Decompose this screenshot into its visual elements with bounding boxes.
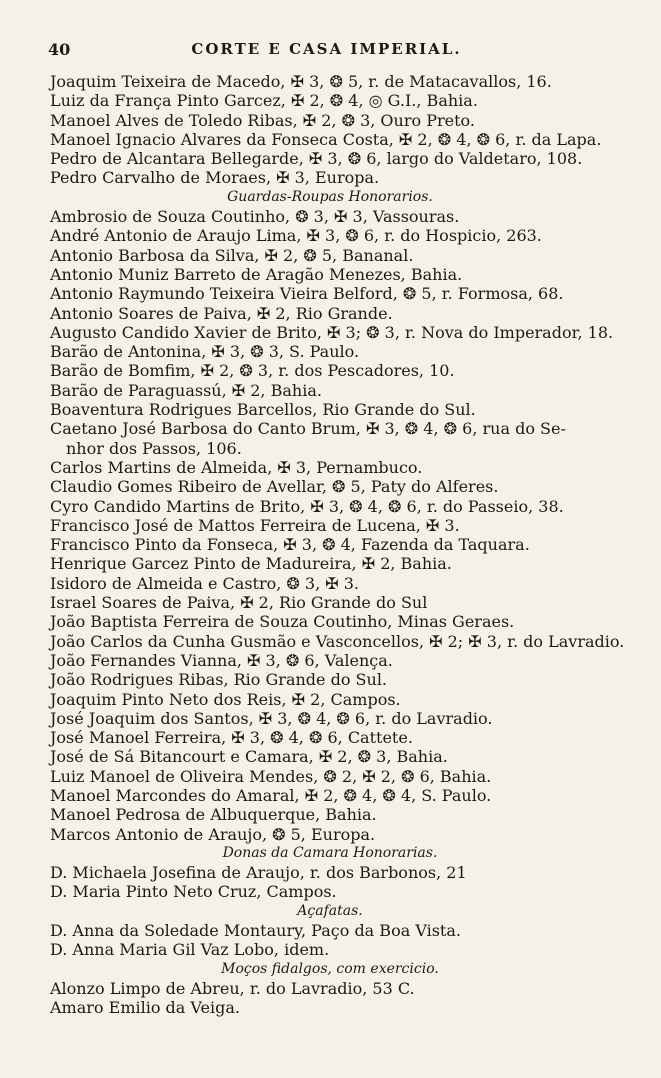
section-title-mocos-fidalgos: Moços fidalgos, com exercicio. — [221, 960, 439, 977]
entry-line: José de Sá Bitancourt e Camara, ✠ 2, ❂ 3, Bahia. — [50, 747, 448, 767]
entry-group-2 — [50, 207, 625, 844]
entry-group-4 — [50, 921, 610, 960]
section-title-acafatas: Açafatas. — [297, 902, 363, 919]
entry-line: João Rodrigues Ribas, Rio Grande do Sul. — [50, 670, 388, 690]
entry-line: João Carlos da Cunha Gusmão e Vasconcellos, ✠ 2; ✠ 3, r. do Lavradio. — [50, 631, 625, 651]
entry-continuation: nhor dos Passos, 106. — [66, 438, 242, 458]
entry-line: André Antonio de Araujo Lima, ✠ 3, ❂ 6, r. do Hospicio, 263. — [50, 226, 542, 246]
page-header — [48, 40, 605, 64]
entry-line: Manoel Ignacio Alvares da Fonseca Costa, ✠ 2, ❂ 4, ❂ 6, r. da Lapa. — [50, 129, 602, 149]
entry-group-5 — [50, 979, 610, 1018]
entry-line: Luiz da França Pinto Garcez, ✠ 2, ❂ 4, ◎ G.I., Bahia. — [50, 91, 478, 111]
entry-line: Carlos Martins de Almeida, ✠ 3, Pernambuco. — [50, 457, 423, 477]
entry-line: José Joaquim dos Santos, ✠ 3, ❂ 4, ❂ 6, r. do Lavradio. — [50, 708, 493, 728]
entry-line: Claudio Gomes Ribeiro de Avellar, ❂ 5, Paty do Alferes. — [50, 477, 499, 497]
entry-line: José Manoel Ferreira, ✠ 3, ❂ 4, ❂ 6, Cattete. — [50, 728, 413, 748]
document-body — [50, 72, 625, 1018]
entry-line: Cyro Candido Martins de Brito, ✠ 3, ❂ 4, ❂ 6, r. do Passeio, 38. — [50, 496, 564, 516]
entry-line: Francisco José de Mattos Ferreira de Lucena, ✠ 3. — [50, 515, 460, 535]
entry-line: Barão de Paraguassú, ✠ 2, Bahia. — [50, 380, 322, 400]
entry-line-caetano — [50, 419, 610, 458]
entry-text: Caetano José Barbosa do Canto Brum, ✠ 3, ❂ 4, ❂ 6, rua do Se- — [50, 419, 566, 439]
entry-line: Barão de Antonina, ✠ 3, ❂ 3, S. Paulo. — [50, 342, 360, 362]
entry-line: Pedro de Alcantara Bellegarde, ✠ 3, ❂ 6, largo do Valdetaro, 108. — [50, 149, 583, 169]
entry-line: João Fernandes Vianna, ✠ 3, ❂ 6, Valença. — [50, 650, 393, 670]
entry-line: D. Anna Maria Gil Vaz Lobo, idem. — [50, 940, 330, 960]
entry-line: Luiz Manoel de Oliveira Mendes, ❂ 2, ✠ 2, ❂ 6, Bahia. — [50, 766, 492, 786]
entry-line: D. Maria Pinto Neto Cruz, Campos. — [50, 882, 337, 902]
entry-line: Manoel Marcondes do Amaral, ✠ 2, ❂ 4, ❂ 4, S. Paulo. — [50, 785, 492, 805]
section-title-donas-da-camara: Donas da Camara Honorarias. — [222, 844, 438, 861]
entry-group-1 — [50, 72, 610, 188]
entry-line: Boaventura Rodrigues Barcellos, Rio Grande do Sul. — [50, 400, 476, 420]
entry-line: Joaquim Pinto Neto dos Reis, ✠ 2, Campos. — [50, 689, 401, 709]
page-number: 40 — [48, 40, 71, 59]
entry-line: Pedro Carvalho de Moraes, ✠ 3, Europa. — [50, 168, 380, 188]
entry-line: Antonio Raymundo Teixeira Vieira Belford, ❂ 5, r. Formosa, 68. — [50, 284, 564, 304]
entry-line: Amaro Emilio da Veiga. — [50, 998, 240, 1018]
entry-line: Francisco Pinto da Fonseca, ✠ 3, ❂ 4, Fazenda da Taquara. — [50, 535, 530, 555]
entry-line: Henrique Garcez Pinto de Madureira, ✠ 2, Bahia. — [50, 554, 452, 574]
running-title: CORTE E CASA IMPERIAL. — [191, 40, 462, 58]
entry-line: Joaquim Teixeira de Macedo, ✠ 3, ❂ 5, r. de Matacavallos, 16. — [50, 72, 552, 91]
entry-line: João Baptista Ferreira de Souza Coutinho, Minas Geraes. — [50, 612, 515, 632]
entry-line: Israel Soares de Paiva, ✠ 2, Rio Grande do Sul — [50, 593, 428, 613]
entry-line: Isidoro de Almeida e Castro, ❂ 3, ✠ 3. — [50, 573, 360, 593]
entry-line: Alonzo Limpo de Abreu, r. do Lavradio, 53 C. — [50, 978, 415, 998]
entry-group-3 — [50, 863, 610, 902]
entry-line: Manoel Alves de Toledo Ribas, ✠ 2, ❂ 3, Ouro Preto. — [50, 110, 475, 130]
entry-line: Marcos Antonio de Araujo, ❂ 5, Europa. — [50, 824, 376, 844]
entry-line: Antonio Soares de Paiva, ✠ 2, Rio Grande. — [50, 303, 393, 323]
entry-line: D. Anna da Soledade Montaury, Paço da Boa Vista. — [50, 921, 461, 941]
entry-line: Antonio Muniz Barreto de Aragão Menezes, Bahia. — [50, 264, 463, 284]
entry-line: Ambrosio de Souza Coutinho, ❂ 3, ✠ 3, Vassouras. — [50, 207, 460, 227]
entry-line: Antonio Barbosa da Silva, ✠ 2, ❂ 5, Bananal. — [50, 245, 414, 265]
entry-line: Barão de Bomfim, ✠ 2, ❂ 3, r. dos Pescadores, 10. — [50, 361, 455, 381]
entry-line: Augusto Candido Xavier de Brito, ✠ 3; ❂ 3, r. Nova do Imperador, 18. — [50, 322, 614, 342]
entry-line: Manoel Pedrosa de Albuquerque, Bahia. — [50, 805, 377, 825]
entry-line: D. Michaela Josefina de Araujo, r. dos Barbonos, 21 — [50, 863, 467, 883]
section-title-guardas-roupas: Guardas-Roupas Honorarios. — [227, 188, 433, 205]
